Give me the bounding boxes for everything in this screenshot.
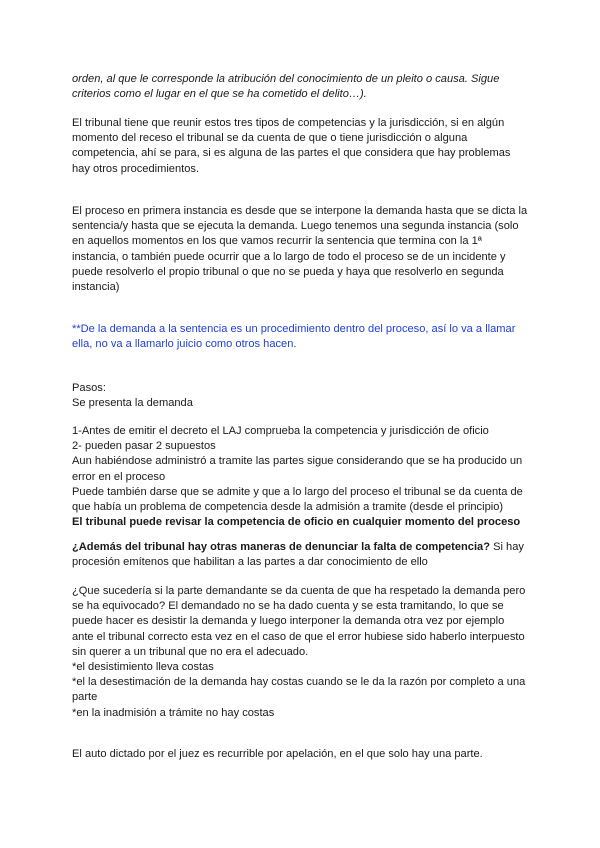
paragraph-step-list <box>72 424 532 530</box>
text-line: momento del receso el tribunal se da cuenta de que o tiene jurisdicción o alguna <box>72 132 468 145</box>
text-line: *el la desestimación de la demanda hay costas cuando se le da la razón por completo a una <box>72 676 526 689</box>
text-line: 1-Antes de emitir el decreto el LAJ comprueba la competencia y jurisdicción de oficio <box>72 425 489 437</box>
paragraph-appeal <box>72 747 532 762</box>
text-line: Se presenta la demanda <box>72 397 193 410</box>
text-line: ¿Que sucedería si la parte demandante se da cuenta de que ha respetado la demanda pero <box>72 585 526 597</box>
text-line <box>72 540 532 555</box>
bold-question: ¿Además del tribunal hay otras maneras de denunciar la falta de competencia? <box>72 541 490 553</box>
text-line: error en el proceso <box>72 470 166 483</box>
text-line: Puede también darse que se admite y que a lo largo del proceso el tribunal se da cuenta de <box>72 485 523 498</box>
text-line: parte <box>72 691 98 704</box>
text-line: instancia, o también puede ocurrir que a lo largo de todo el proceso se de un incidente y <box>72 250 506 263</box>
text-line: en aquellos momentos en los que vamos recurrir la sentencia que termina con la 1ª <box>72 235 482 248</box>
text-line: *en la inadmisión a trámite no hay costas <box>72 706 275 719</box>
text-line: El tribunal tiene que reunir estos tres tipos de competencias y la jurisdicción, si en algún <box>72 117 505 129</box>
text-line: instancia) <box>72 281 120 294</box>
text-line: puede hacer es desistir la demanda y luego interponer la demanda otra vez por ejemplo <box>72 615 505 628</box>
paragraph-scenario <box>72 584 532 721</box>
question-tail: Si hay <box>490 541 524 553</box>
text-line-bold: El tribunal puede revisar la competencia de oficio en cualquier momento del proceso <box>72 516 521 529</box>
text-line: Aun habiéndose administró a tramite las partes sigue considerando que se ha producido un <box>72 455 523 468</box>
text-line: ella, no va a llamarlo juicio como otros hacen. <box>72 338 297 351</box>
text-line: **De la demanda a la sentencia es un procedimiento dentro del proceso, así lo va a llamar <box>72 323 516 335</box>
text-line: sentencia/y hasta que se ejecuta la demanda. Luego tenemos una segunda instancia (solo <box>72 220 519 233</box>
paragraph-jurisdiction <box>72 116 532 177</box>
text-line: orden, al que le corresponde la atribución del conocimiento de un pleito o causa. Sigue <box>72 73 500 85</box>
text-line: Pasos: <box>72 382 106 394</box>
text-line: competencia, ahí se para, si es alguna de las partes el que considera que hay problemas <box>72 147 511 160</box>
text-line: El auto dictado por el juez es recurrible por apelación, en el que solo hay una parte. <box>72 748 483 760</box>
paragraph-question <box>72 540 532 570</box>
text-line: se ha equivocado? El demandado no se ha dado cuenta y se esta tramitando, lo que se <box>72 600 504 613</box>
text-line: que había un problema de competencia desde la admisión a tramite (desde el principio) <box>72 501 504 514</box>
paragraph-first-instance <box>72 204 532 295</box>
text-line: *el desistimiento lleva costas <box>72 661 214 674</box>
text-line: 2- pueden pasar 2 supuestos <box>72 440 216 453</box>
text-line: El proceso en primera instancia es desde que se interpone la demanda hasta que se dicta la <box>72 205 528 217</box>
text-line: hay otros procedimientos. <box>72 162 200 175</box>
text-line: procesión emítenos que habilitan a las partes a dar conocimiento de ello <box>72 556 428 569</box>
paragraph-criteria <box>72 72 532 102</box>
text-line: ante el tribunal correcto esta vez en el caso de que el error hubiese sido haberlo interpuesto <box>72 630 525 643</box>
paragraph-steps <box>72 381 532 411</box>
text-line: sin querer a un tribunal que no era el adecuado. <box>72 645 309 658</box>
text-line: criterios como el lugar en el que se ha cometido el delito…). <box>72 88 367 101</box>
text-line: puede resolverlo el propio tribunal o que no se pueda y haya que resolverlo en segunda <box>72 265 504 278</box>
paragraph-note-blue <box>72 322 532 352</box>
